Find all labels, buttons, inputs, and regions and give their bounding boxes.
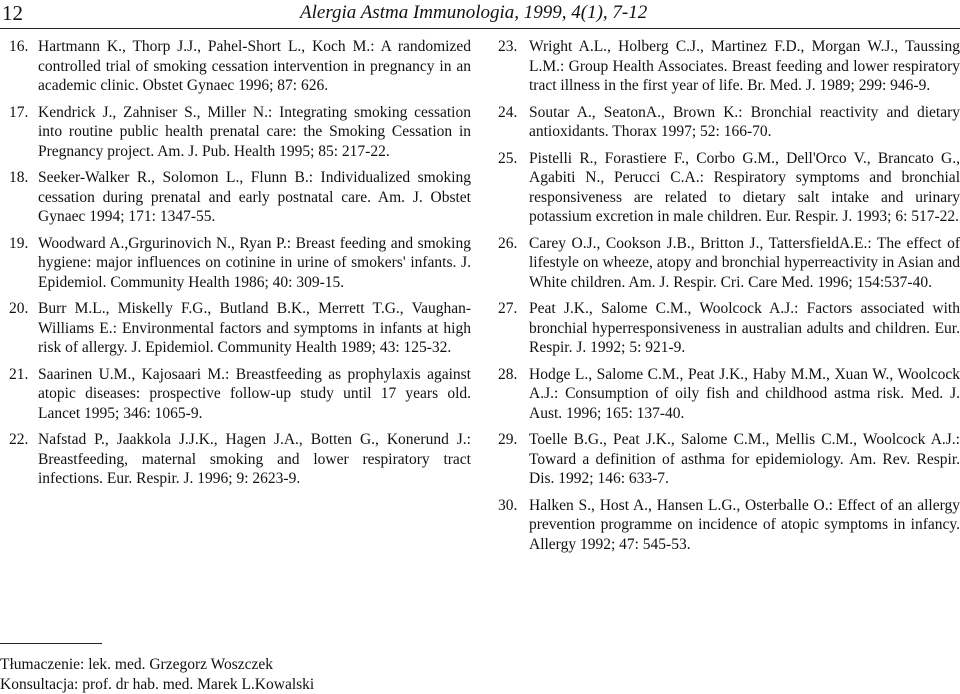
reference-item (9, 103, 471, 162)
reference-number: 24. (498, 103, 518, 121)
reference-item (498, 103, 960, 142)
reference-number: 28. (498, 365, 518, 383)
reference-text: Kendrick J., Zahniser S., Miller N.: Integrating smoking cessation into routine public health prenatal care: the Smoking Cessation in Pregnancy project. Am. J. Pub. Health 1995; 85: 217-22. (38, 103, 471, 160)
reference-text: Wright A.L., Holberg C.J., Martinez F.D., Morgan W.J., Taussing L.M.: Group Health Associates. Breast feeding and lower respiratory tract illness in the first year of life. Br. Med. J. 1989; 299: 946-9. (529, 38, 960, 94)
footnote-divider (0, 643, 102, 644)
reference-number: 21. (9, 365, 29, 383)
reference-item (9, 299, 471, 358)
reference-text: Nafstad P., Jaakkola J.J.K., Hagen J.A., Botten G., Konerund J.: Breastfeeding, maternal smoking and lower respiratory tract infections. Eur. Respir. J. 1996; 9: 2623-9. (38, 431, 471, 487)
reference-item (9, 365, 471, 424)
reference-text: Hodge L., Salome C.M., Peat J.K., Haby M.M., Xuan W., Woolcock A.J.: Consumption of oily fish and childhood astma risk. Med. J. Aust. 1996; 165: 137-40. (529, 365, 960, 422)
reference-text: Burr M.L., Miskelly F.G., Butland B.K., Merrett T.G., Vaughan-Williams E.: Environmental factors and symptoms in infants at high risk of allergy. J. Epidemiol. Community Health 1989; 43: 125-32. (38, 300, 471, 356)
reference-text: Toelle B.G., Peat J.K., Salome C.M., Mellis C.M., Woolcock A.J.: Toward a definition of asthma for epidemiology. Am. Rev. Respir. Dis. 1992; 146: 633-7. (529, 431, 960, 487)
translation-credit: Tłumaczenie: lek. med. Grzegorz Woszczek (0, 656, 274, 673)
reference-item (498, 234, 960, 293)
reference-number: 20. (9, 300, 29, 317)
reference-number: 30. (498, 496, 518, 514)
reference-number: 19. (9, 234, 29, 252)
reference-text: Soutar A., SeatonA., Brown K.: Bronchial reactivity and dietary antioxidants. Thorax 1997; 52: 166-70. (529, 103, 960, 140)
reference-number: 26. (498, 234, 518, 252)
reference-item (498, 365, 960, 424)
reference-number: 18. (9, 169, 29, 186)
reference-item (498, 496, 960, 555)
header-divider (0, 28, 960, 29)
reference-text: Seeker-Walker R., Solomon L., Flunn B.: Individualized smoking cessation during prenatal and early postnatal care. Am. J. Obstet Gynaec 1994; 171: 1347-55. (38, 169, 471, 225)
reference-text: Woodward A.,Grgurinovich N., Ryan P.: Breast feeding and smoking hygiene: major influences on cotinine in urine of smokers' infants. J. Epidemiol. Community Health 1986; 40: 309-15. (38, 234, 471, 291)
reference-number: 29. (498, 431, 518, 448)
references-right-column (498, 37, 960, 561)
reference-text: Halken S., Host A., Hansen L.G., Osterballe O.: Effect of an allergy prevention programme on incidence of atopic symptoms in infancy. Allergy 1992; 47: 545-53. (529, 496, 960, 553)
references-left-column (9, 37, 471, 496)
reference-text: Hartmann K., Thorp J.J., Pahel-Short L., Koch M.: A randomized controlled trial of smoking cessation intervention in pregnancy in an academic clinic. Obstet Gynaec 1996; 87: 626. (38, 38, 471, 94)
running-header: Alergia Astma Immunologia, 1999, 4(1), 7-12 (300, 2, 648, 23)
reference-text: Pistelli R., Forastiere F., Corbo G.M., Dell'Orco V., Brancato G., Agabiti N., Perucci C.A.: Respiratory symptoms and bronchial responsiveness are related to dietary salt intake and urinary potassium excretion in male children. Eur. Respir. J. 1993; 6: 517-22. (529, 149, 960, 225)
reference-text: Carey O.J., Cookson J.B., Britton J., TattersfieldA.E.: The effect of lifestyle on wheeze, atopy and bronchial hyperreactivity in Asian and White children. Am. J. Respir. Cri. Care Med. 1996; 154:537-40. (529, 234, 960, 291)
reference-number: 27. (498, 300, 518, 317)
reference-number: 23. (498, 38, 518, 55)
reference-item (9, 234, 471, 293)
reference-item (9, 168, 471, 227)
reference-number: 25. (498, 149, 518, 167)
reference-number: 16. (9, 38, 29, 55)
consultation-credit: Konsultacja: prof. dr hab. med. Marek L.Kowalski (0, 675, 315, 693)
reference-item (498, 37, 960, 96)
credits-block (0, 655, 314, 694)
reference-item (9, 37, 471, 96)
reference-item (9, 430, 471, 489)
reference-number: 17. (9, 103, 29, 121)
reference-text: Saarinen U.M., Kajosaari M.: Breastfeeding as prophylaxis against atopic diseases: prospective follow-up study until 17 years old. Lancet 1995; 346: 1065-9. (38, 365, 471, 422)
reference-item (498, 430, 960, 489)
page-number: 12 (2, 1, 23, 25)
reference-item (498, 149, 960, 227)
reference-item (498, 299, 960, 358)
reference-number: 22. (9, 431, 29, 448)
reference-text: Peat J.K., Salome C.M., Woolcock A.J.: Factors associated with bronchial hyperresponsiveness in australian adults and children. Eur. Respir. J. 1992; 5: 921-9. (529, 300, 960, 356)
